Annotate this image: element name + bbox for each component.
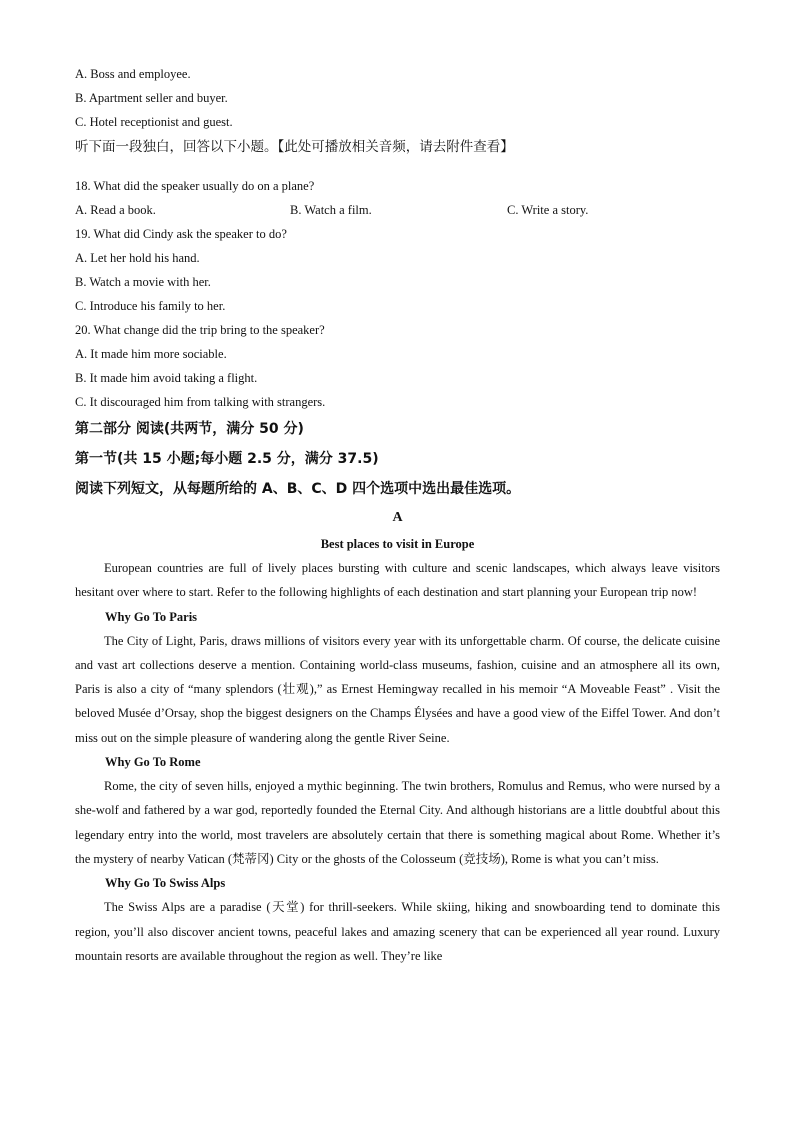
q20-option-b: B. It made him avoid taking a flight. bbox=[75, 371, 258, 385]
q17-option-a: A. Boss and employee. bbox=[75, 67, 191, 81]
part2-heading: 第二部分 阅读(共两节，满分 50 分) bbox=[75, 421, 304, 437]
alps-heading: Why Go To Swiss Alps bbox=[105, 876, 226, 891]
rome-heading: Why Go To Rome bbox=[105, 755, 201, 770]
q20-option-a: A. It made him more sociable. bbox=[75, 347, 227, 361]
passage-label: A bbox=[392, 510, 403, 525]
q17-option-b: B. Apartment seller and buyer. bbox=[75, 91, 228, 105]
section1-heading: 第一节(共 15 小题;每小题 2.5 分，满分 37.5) bbox=[75, 451, 379, 467]
q18-stem: 18. What did the speaker usually do on a plane? bbox=[75, 179, 315, 193]
paris-heading: Why Go To Paris bbox=[105, 609, 198, 624]
q19-option-b: B. Watch a movie with her. bbox=[75, 275, 211, 289]
passage-title: Best places to visit in Europe bbox=[320, 537, 475, 551]
q17-option-c: C. Hotel receptionist and guest. bbox=[75, 115, 233, 129]
reading-instruction: 阅读下列短文，从每题所给的 A、B、C、D 四个选项中选出最佳选项。 bbox=[75, 481, 521, 497]
q18-option-a: A. Read a book. bbox=[75, 203, 156, 217]
q18-option-c: C. Write a story. bbox=[507, 203, 589, 217]
q18-option-b: B. Watch a film. bbox=[290, 203, 372, 217]
q20-stem: 20. What change did the trip bring to the speaker? bbox=[75, 323, 325, 337]
passage-intro: European countries are full of lively places bursting with culture and scenic landscapes, which always leave visitors hesitant over where to start. Refer to the following highlights of each destination and start planning your European trip now! bbox=[75, 561, 720, 600]
q18-options bbox=[75, 198, 720, 222]
rome-paragraph: Rome, the city of seven hills, enjoyed a mythic beginning. The twin brothers, Romulus and Remus, who were nursed by a she-wolf and fathered by a war god, reportedly founded the Eternal City. And although historians are a little doubtful about this legendary entry into the world, most travelers are absolutely certain that there is something magical about Rome. Whether it’s the mystery of nearby Vatican (梵蒂冈) City or the ghosts of the Colosseum (竞技场), Rome is what you can’t miss. bbox=[75, 779, 720, 866]
q19-option-c: C. Introduce his family to her. bbox=[75, 299, 226, 313]
paris-paragraph: The City of Light, Paris, draws millions of visitors every year with its unforgettable charm. Of course, the delicate cuisine and vast art collections deserve a mention. Containing world-class museums, fashion, cuisine and an atmosphere all its own, Paris is also a city of “many splendors (壮观),” as Ernest Hemingway recalled in his memoir “A Moveable Feast” . Visit the beloved Musée d’Orsay, shop the biggest designers on the Champs Élysées and have a good view of the Eiffel Tower. And don’t miss out on the simple pleasure of wandering along the gentle River Seine. bbox=[75, 633, 720, 745]
spacer bbox=[75, 160, 720, 174]
q19-option-a: A. Let her hold his hand. bbox=[75, 251, 200, 265]
q19-stem: 19. What did Cindy ask the speaker to do? bbox=[75, 227, 287, 241]
document-page bbox=[75, 62, 720, 968]
monologue-instruction: 听下面一段独白，回答以下小题。【此处可播放相关音频，请去附件查看】 bbox=[75, 139, 514, 155]
q20-option-c: C. It discouraged him from talking with strangers. bbox=[75, 395, 326, 409]
alps-paragraph: The Swiss Alps are a paradise (天堂) for thrill-seekers. While skiing, hiking and snowboarding tend to dominate this region, you’ll also discover ancient towns, peaceful lakes and amazing scenery that can be experienced all year round. Luxury mountain resorts are available throughout the region as well. They’re like bbox=[75, 900, 720, 963]
